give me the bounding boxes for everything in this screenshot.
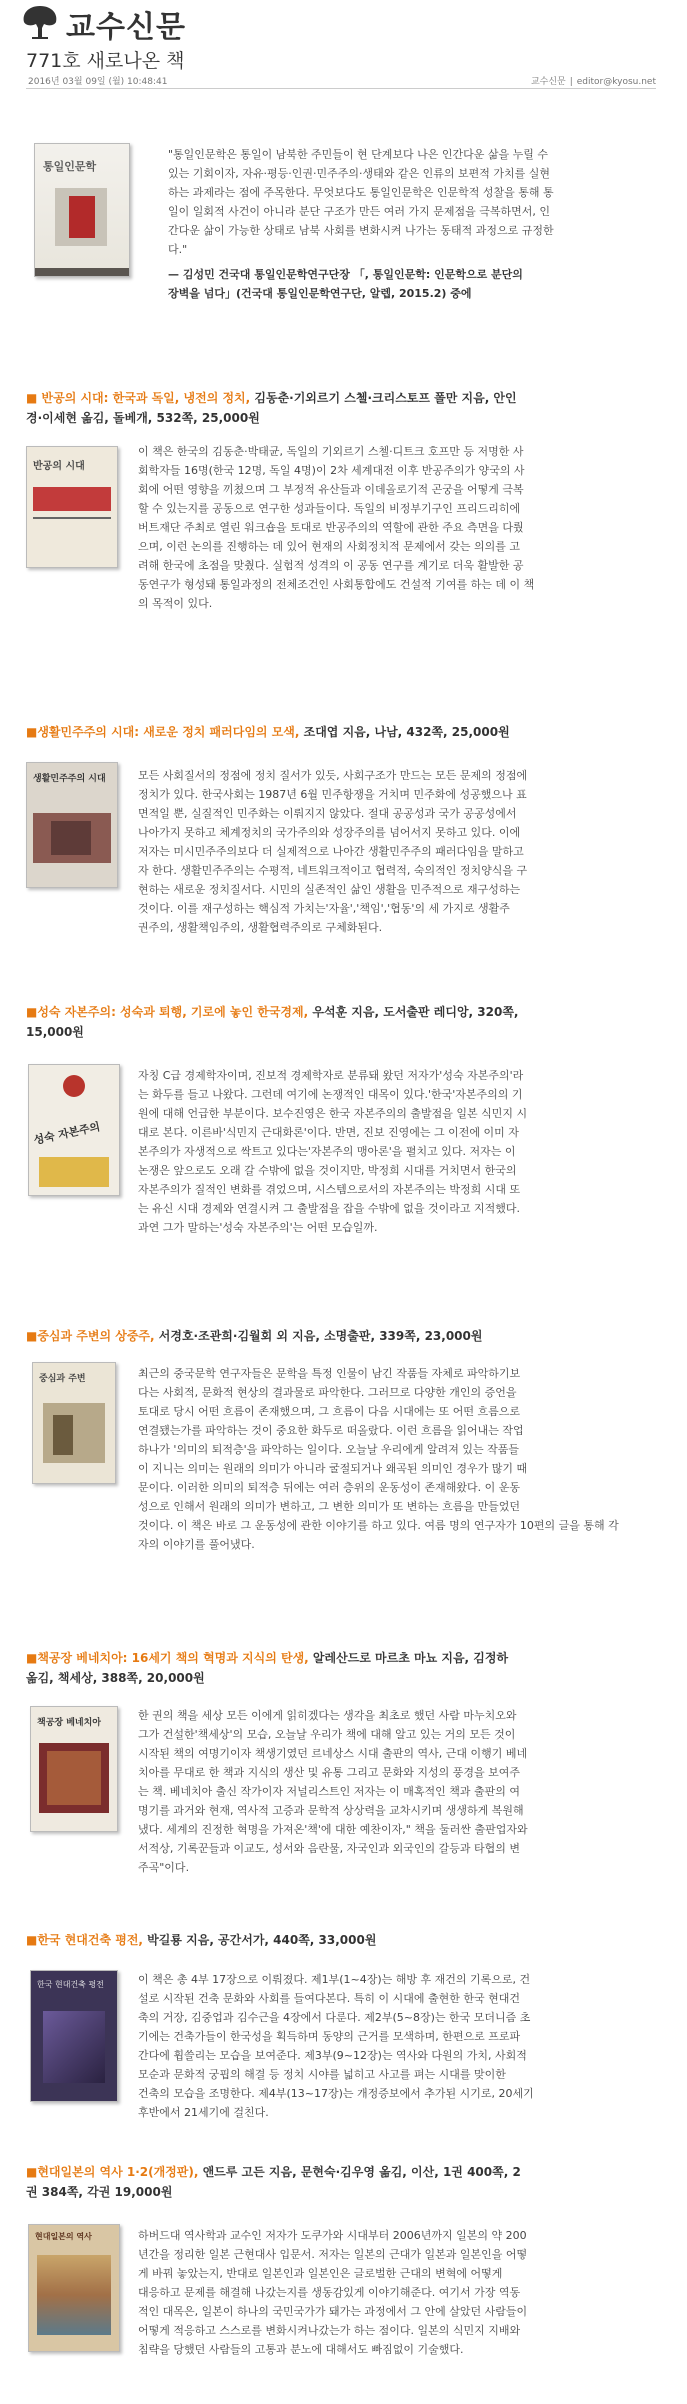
cover-title: 한국 현대건축 평전 xyxy=(37,1980,104,1989)
book-description: 하버드대 역사학과 교수인 저자가 도쿠가와 시대부터 2006년까지 일본의 약 200 년간을 정리한 일본 근현대사 입문서. 저자는 일본의 근대가 일본과 일본인을 어떻 게 바꿔 놓았는지, 반대로 일본인과 일본인은 글로벌한 근대의 변혁에 어떻게 대응하고 문제를 해결해 나갔는지를 생동감있게 이야기해준다. 여기서 가장 역동 적인 대목은, 일본이 하나의 국민국가가 돼가는 과정에서 그 안에 살았던 사람들이 어떻게 적응하고 스스로를 변화시켜나갔는가 하는 점이다. 일본의 식민지 지배와 침략을 당했던 사람들의 고통과 분노에 대해서도 빠짐없이 기술했다. xyxy=(138,2229,528,2356)
editor-email-link[interactable]: editor@kyosu.net xyxy=(576,77,656,87)
book-cover-image xyxy=(28,1064,120,1196)
book-heading xyxy=(26,388,656,428)
book-info: 알레산드로 마르초 마뇨 지음, 김정하 옮김, 책세상, 388쪽, 20,000원 xyxy=(26,1651,509,1685)
book-title: 반공의 시대: 한국과 독일, 냉전의 정치, xyxy=(41,391,251,405)
square-bullet-icon: ■ xyxy=(26,1329,38,1343)
book-description: 최근의 중국문학 연구자들은 문학을 특정 인물이 남긴 작품들 자체로 파악하기보 다는 사회적, 문화적 현상의 결과물로 파악한다. 그러므로 다양한 개인의 증언을 토대로 당시 어떤 흐름이 존재했으며, 그 흐름이 다음 시대에는 또 어떤 흐름으로 연결됐는가를 파악하는 것이 중요한 화두로 떠올랐다. 이런 흐름을 읽어내는 작업 하나가 '의미의 퇴적층'을 파악하는 일이다. 오늘날 우리에게 알려져 있는 작품들 이 지니는 의미는 원래의 의미가 아니라 굴절되거나 왜곡된 의미인 경우가 많기 때 문이다. 이러한 의미의 퇴적층 뒤에는 여러 층위의 운동성이 존재해왔다. 이 운동 성으로 인해서 원래의 의미가 변하고, 그 변한 의미가 또 변하는 흐름을 만들었던 것이다. 이 책은 바로 그 운동성에 관한 이야기를 하고 있다. 여름 명의 연구자가 10편의 글을 통해 각 자의 이야기를 풀어냈다. xyxy=(138,1367,619,1551)
book-cover-image xyxy=(26,762,118,888)
square-bullet-icon: ■ xyxy=(26,1005,38,1019)
page-title: 771호 새로나온 책 xyxy=(26,50,185,72)
book-title: 한국 현대건축 평전, xyxy=(37,1933,143,1947)
book-entry xyxy=(26,2162,656,2402)
book-info: 김동춘·기외르기 스첼·크리스토프 폴만 지음, 안인 경·이세현 옮김, 돌베개, 532쪽, 25,000원 xyxy=(26,391,517,425)
book-description: 모든 사회질서의 정점에 정치 질서가 있듯, 사회구조가 만드는 모든 문제의 정점에 정치가 있다. 한국사회는 1987년 6월 민주항쟁을 거치며 민주화에 성공했으나 표 면적일 뿐, 실질적인 민주화는 이뤄지지 않았다. 절대 공공성과 국가 공공성에서 나아가지 못하고 체계정치의 국가주의와 성장주의를 넘어서지 못하고 있다. 이에 저자는 미시민주주의보다 더 실제적으로 나아간 생활민주주의 패러다임을 말하고 자 한다. 생활민주주의는 수평적, 네트워크적이고 협력적, 숙의적인 정치양식을 구 현하는 새로운 정치질서다. 시민의 실존적인 삶인 생활을 민주적으로 재구성하는 것이다. 이를 재구성하는 핵심적 가치는'자율','책임','협동'의 세 가지로 생활주 권주의, 생활책임주의, 생활협력주의로 구체화된다. xyxy=(138,769,528,934)
book-entry xyxy=(26,722,656,982)
site-header xyxy=(0,0,687,45)
cover-title: 반공의 시대 xyxy=(33,461,85,472)
article-date: 2016년 03월 09일 (월) 10:48:41 xyxy=(28,77,168,87)
cover-title: 생활민주주의 시대 xyxy=(33,774,106,784)
cover-title: 중심과 주변 xyxy=(39,1374,86,1384)
book-heading xyxy=(26,1002,656,1042)
square-bullet-icon: ■ xyxy=(26,1651,38,1665)
book-entry xyxy=(26,1326,656,1626)
site-title[interactable]: 교수신문 xyxy=(66,10,186,45)
article-source: 교수신문 xyxy=(530,77,566,87)
cover-title: 통일인문학 xyxy=(43,160,97,173)
book-title: 현대일본의 역사 1·2(개정판), xyxy=(37,2165,199,2179)
book-cover-image xyxy=(26,446,118,568)
square-bullet-icon: ■ xyxy=(26,725,38,739)
book-description: 자칭 C급 경제학자이며, 진보적 경제학자로 분류돼 왔던 저자가'성숙 자본주의'라 는 화두를 들고 나왔다. 그런데 여기에 논쟁적인 대목이 있다.'한국'자본주의의 기 원에 대해 언급한 부분이다. 보수진영은 한국 자본주의의 출발점을 일본 식민지 시 대로 본다. 이른바'식민지 근대화론'이다. 반면, 진보 진영에는 그 이전에 이미 자 본주의가 자생적으로 싹트고 있다는'자본주의 맹아론'을 펼치고 있다. 저자는 이 논쟁은 앞으로도 오래 갈 수밖에 없을 것이지만, 박정희 시대를 거치면서 한국의 자본주의가 질적인 변화를 겪었으며, 시스템으로서의 자본주의는 박정희 시대 또 는 유신 시대 경제와 연결시켜 그 출발점을 잡을 수밖에 없을 것이라고 지적했다. 과연 그가 말하는'성숙 자본주의'는 어떤 모습일까. xyxy=(138,1069,528,1234)
tree-logo-icon[interactable] xyxy=(20,4,60,40)
book-entry xyxy=(26,1648,656,1908)
book-cover-image xyxy=(32,1362,116,1484)
book-heading xyxy=(26,1326,656,1346)
square-bullet-icon: ■ xyxy=(26,1933,38,1947)
article-byline: 교수신문 | editor@kyosu.net xyxy=(530,77,656,87)
book-title: 성숙 자본주의: 성숙과 퇴행, 기로에 놓인 한국경제, xyxy=(37,1005,309,1019)
book-description: 한 권의 책을 세상 모든 이에게 읽히겠다는 생각을 최초로 했던 사람 마누치오와 그가 건설한'책세상'의 모습, 오늘날 우리가 책에 대해 알고 있는 거의 모든 것이 시작된 책의 여명기이자 책생기였던 르네상스 시대 출판의 역사, 근대 이행기 베네 치아를 무대로 한 책과 지식의 생산 및 유통 그리고 문화와 지성의 풍경을 보여주 는 책. 베네치아 출신 작가이자 저널리스트인 저자는 이 매혹적인 책과 출판의 여 명기를 과거와 현재, 역사적 고증과 문학적 상상력을 교차시키며 생생하게 복원해 냈다. 세계의 진정한 혁명을 가져온'책'에 대한 예찬이자," 책을 둘러싼 출판업자와 서적상, 기록꾼들과 이교도, 성서와 음란물, 자국인과 외국인의 갈등과 타협의 변 주곡"이다. xyxy=(138,1709,528,1874)
square-bullet-icon: ■ xyxy=(26,2165,38,2179)
book-info: 조대엽 지음, 나남, 432쪽, 25,000원 xyxy=(299,725,510,739)
cover-title: 책공장 베네치아 xyxy=(37,1718,101,1728)
book-info: 앤드루 고든 지음, 문현숙·김우영 옮김, 이산, 1권 400쪽, 2 권 384쪽, 각권 19,000원 xyxy=(26,2165,521,2199)
book-entry xyxy=(26,388,656,698)
book-description: 이 책은 한국의 김동춘·박태균, 독일의 기외르기 스첼·디트크 호프만 등 저명한 사 회학자들 16명(한국 12명, 독일 4명)이 2차 세계대전 이후 반공주의가 양국의 사 회에 어떤 영향을 끼쳤으며 그 부정적 유산들과 이데올로기적 곤궁을 어떻게 극복 할 수 있는지를 공동으로 연구한 성과들이다. 독일의 비정부기구인 프리드리히에 버트재단 주최로 열린 워크숍을 토대로 반공주의의 역할에 관한 주요 측면을 다뤘 으며, 이런 논의를 진행하는 데 있어 현재의 사회정치적 문제에서 갖는 의의를 고 려해 한국에 초점을 맞췄다. 실험적 성격의 이 공동 연구를 계기로 더욱 활발한 공 동연구가 형성돼 통일과정의 전체조건인 사회통합에도 건설적 기여를 하는 데 이 책 의 목적이 있다. xyxy=(138,445,535,610)
book-entry xyxy=(26,1002,656,1302)
intro-quote-source: — 김성민 건국대 통일인문학연구단장 「, 통일인문학: 인문학으로 분단의 장벽을 넘다」(건국대 통일인문학연구단, 알렙, 2015.2) 중에 xyxy=(168,268,523,300)
book-cover-image xyxy=(30,1706,118,1832)
book-heading xyxy=(26,722,656,742)
book-title: 생활민주주의 시대: 새로운 정치 패러다임의 모색, xyxy=(37,725,300,739)
book-entry xyxy=(26,1930,656,2150)
article-meta xyxy=(26,72,656,89)
book-heading xyxy=(26,1930,656,1950)
book-heading xyxy=(26,1648,656,1688)
intro-quote-text: "통일인문학은 통일이 남북한 주민들이 현 단계보다 나은 인간다운 삶을 누릴 수 있는 기회이자, 자유·평등·인권·민주주의·생태와 같은 인류의 보편적 가치를 실현 하는 과제라는 점에 주목한다. 무엇보다도 통일인문학은 인문학적 성찰을 통해 통 일이 일회적 사건이 아니라 분단 구조가 만든 여러 가지 문제점을 극복하면서, 인 간다운 삶이 가능한 상태로 남북 사회를 변화시켜 나가는 동태적 과정으로 규정한 다." xyxy=(168,148,554,256)
book-cover-image xyxy=(34,143,130,277)
book-info: 우석훈 지음, 도서출판 레디앙, 320쪽, 15,000원 xyxy=(26,1005,519,1039)
book-cover-image xyxy=(30,1970,118,2102)
book-cover-image xyxy=(28,2224,120,2352)
cover-title: 현대일본의 역사 xyxy=(35,2232,92,2241)
cover-title: 성숙 자본주의 xyxy=(32,1120,102,1147)
book-info: 박길룡 지음, 공간서가, 440쪽, 33,000원 xyxy=(143,1933,377,1947)
book-title: 중심과 주변의 상중주, xyxy=(37,1329,155,1343)
square-bullet-icon: ■ xyxy=(26,391,42,405)
book-title: 책공장 베네치아: 16세기 책의 혁명과 지식의 탄생, xyxy=(37,1651,309,1665)
book-info: 서경호·조관희·김월회 외 지음, 소명출판, 339쪽, 23,000원 xyxy=(154,1329,483,1343)
book-description: 이 책은 총 4부 17장으로 이뤄졌다. 제1부(1~4장)는 해방 후 재건의 기록으로, 건 설로 시작된 건축 문화와 사회를 들여다본다. 특히 이 시대에 출현한 한국 현대건 축의 거장, 김중업과 김수근을 4장에서 다룬다. 제2부(5~8장)는 한국 모더니즘 초 기에는 건축가들이 한국성을 획득하며 동양의 근거를 모색하며, 한편으로 프로파 간다에 휩쓸리는 모습을 보여준다. 제3부(9~12장)는 역사와 다원의 가치, 사회적 모순과 문화적 궁핍의 해결 등 정치 시야를 넓히고 사고를 펴는 시대를 맞이한 건축의 모습을 조명한다. 제4부(13~17장)는 개정증보에서 추가된 시기로, 20세기 후반에서 21세기에 걸친다. xyxy=(138,1973,534,2119)
book-heading xyxy=(26,2162,656,2202)
